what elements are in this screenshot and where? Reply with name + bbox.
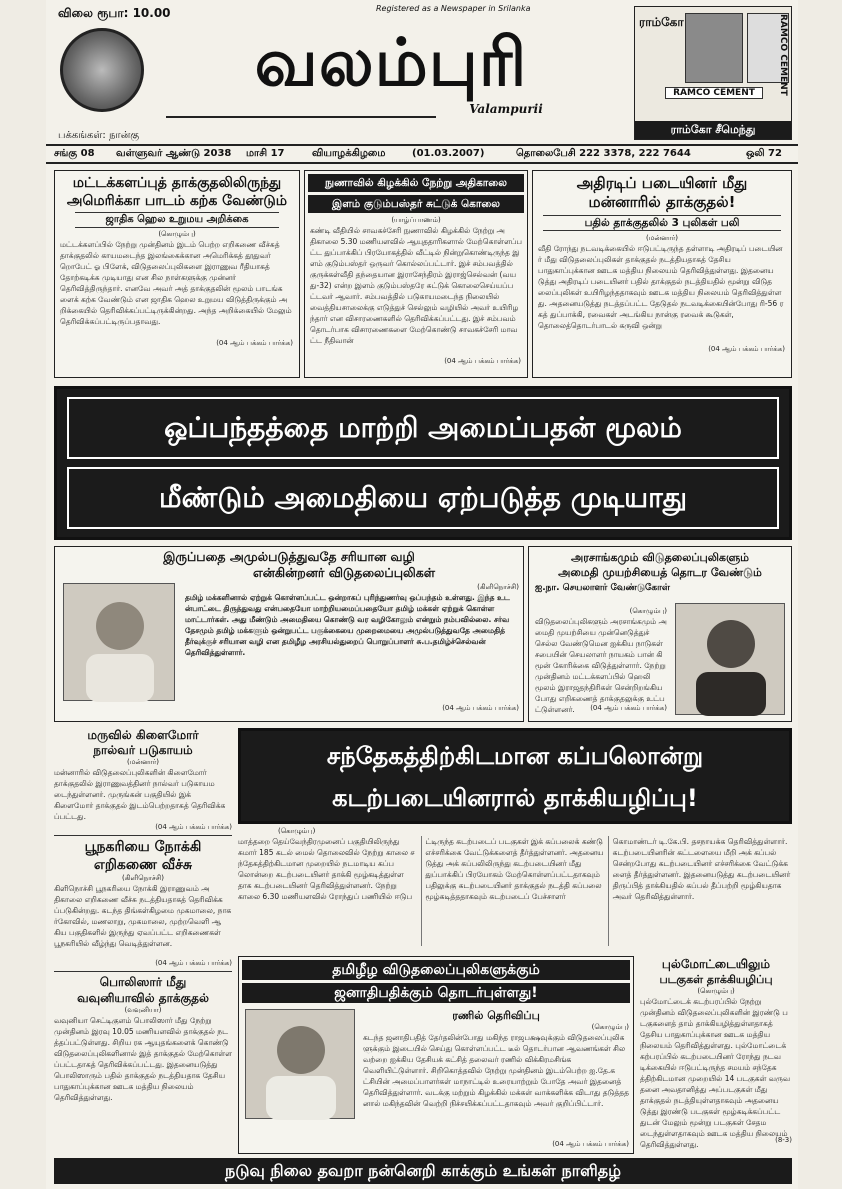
dateline-era: வள்ளுவர் ஆண்டு 2038 — [116, 148, 232, 159]
story-nunavil[interactable] — [304, 170, 528, 378]
story3-body: வீதி ரோந்து நடவடிக்கையில் ஈடுபட்டிருந்த தள்ளாடி அதிரடிப் படையினர் மீது விடுதலைப்புலிகள் தாக்குதல் நடத்தியதாகத் தேசிய பாதுகாப்புக்கான ஊடக மத்திய நிலையம் தெரிவித்துள்ளது. இதனையடுத்து அதிரடிப் படையினர் பதில் தாக்குதல் நடத்தியதில் மூன்று விடுதலைப்புலிகள் உயிரிழந்ததாகவும் ஊடக மத்திய நிலையம் தெரிவித்துள்ளது. அதனையடுத்து நடத்தப்பட்ட தேடுதல் நடவடிக்கையின்போது ரி-56 ரகத் துப்பாக்கி, ரவைகள் அடங்கிய நான்கு ரவைக் கூடுகள், தொலைத்தொடர்பாடல் கருவி ஒன்று — [538, 244, 784, 330]
story2-headline1: நுணாவில் கிழக்கில் நேற்று அதிகாலை — [308, 174, 524, 192]
story10-headline1: தமிழீழ விடுதலைப்புலிகளுக்கும் — [242, 960, 630, 980]
story6-body: மன்னாரில் விடுதலைப்புலிகளின் கிளைமோர் தாக்குதலில் இராணுவத்தினர் நால்வர் படுகாயமடைந்துள்ளனர். முருங்கன் பகுதியில் இக் கிளைமோர் தாக்குதல் இடம்பெற்றதாகத் தெரிவிக்கப்பட்டது. — [54, 768, 226, 821]
story2-dateline: (யாழ்ப்பாணம்) — [391, 216, 441, 224]
masthead-title: வலம்புரி — [254, 23, 528, 101]
dateline-phone: தொலைபேசி 222 3378, 222 7644 — [516, 148, 691, 159]
story-mannar-attack[interactable] — [532, 170, 792, 378]
story-poonakary[interactable] — [54, 835, 232, 968]
registered-note: Registered as a Newspaper in Srilanka — [376, 4, 531, 13]
story5-headline1: அரசாங்கமும் விடுதலைப்புலிகளும் — [570, 551, 749, 564]
story5-headline2: அமைதி முயற்சியைத் தொடர வேண்டும் — [558, 566, 762, 579]
story2-headline2: இளம் குடும்பஸ்தர் சுட்டுக் கொலை — [308, 195, 524, 213]
ad-brand-english: RAMCO CEMENT — [665, 87, 763, 99]
story10-dateline: (கொழும்பு) — [591, 1023, 629, 1031]
story4-headline2: என்கின்றனர் விடுதலைப்புலிகள் — [252, 565, 436, 580]
dateline-month: மாசி 17 — [246, 148, 285, 159]
dateline-day: வியாழக்கிழமை — [312, 148, 386, 159]
story1-subhead: ஜாதிக ஹெல உறுமய அறிக்கை — [75, 212, 279, 228]
story6-dateline: (மன்னார்) — [127, 758, 159, 766]
price-label: விலை ரூபா: 10.00 — [58, 6, 171, 20]
story6-continued: (04 ஆம் பக்கம் பார்க்க) — [155, 823, 232, 831]
ranil-photo — [245, 1009, 355, 1119]
story5-text — [535, 607, 667, 713]
ramco-cement-ad[interactable] — [634, 6, 792, 140]
story5-dateline: (கொழும்பு) — [629, 607, 667, 615]
story5-body: விடுதலைப்புலிகளும் அரசாங்கமும் அமைதி முயற்சியை முன்னெடுத்துச் செல்ல வேண்டுமென ஐக்கிய நாடுகள் சபையின் செயலாளர் நாயகம் பான் கி மூன் கோரிக்கை விடுத்துள்ளார். நேற்று முன்தினம் மட்டக்களப்பில் ஹெலி மூலம் இராஜதந்திரிகள் சென்றிறங்கிய போது எறிகணைத் தாக்குதலுக்கு உட்பட்டுள்ளனர். — [535, 617, 667, 714]
masthead-rule — [166, 116, 436, 118]
story1-headline2: அமெரிக்கா பாடம் கற்க வேண்டும் — [66, 193, 288, 209]
story4-continued: (04 ஆம் பக்கம் பார்க்க) — [442, 704, 519, 712]
pages-count: பக்கங்கள்: நான்கு — [58, 130, 140, 141]
conch-logo-icon — [60, 28, 144, 112]
story-vavuniya[interactable] — [54, 971, 232, 1115]
story3-headline1: அதிரடிப் படையினர் மீது — [576, 174, 748, 192]
story6-headline1: மருவில் கிளைமோர் — [87, 728, 199, 742]
story11-continued: (8-3) — [775, 1136, 792, 1144]
story7-headline1: பூநகரியை நோக்கி — [84, 839, 202, 855]
story7-continued: (04 ஆம் பக்கம் பார்க்க) — [155, 959, 232, 967]
story2-body: கண்டி வீதியில் சாவகச்சேரி நுணாவில் கிழக்கில் நேற்று அதிகாலை 5.30 மணியளவில் ஆயுததாரிகளால் மேற்கொள்ளப்பட்ட துப்பாக்கிப் பிரயோகத்தில் வீட்டில் நின்றுகொண்டிருந்த இளம் குடும்பஸ்தர் ஒருவர் கொல்லப்பட்டார். இச் சம்பவத்தில் குருக்கள்வீதி தந்தையான இராசேந்திரம் இராஜ்செல்வன் (வயது-32) என்ற இளம் குடும்பஸ்தரே சுட்டுக் கொலைசெய்யப்பட்டவர் ஆவார். சம்பவத்தில் படுகாயமடைந்த நிலையில் வைத்தியசாலைக்கு எடுத்துச் செல்லும் வழியில் அவர் உயிரிழந்தார் என விசாரணைகளில் தெரிவிக்கப்பட்டது. இச் சம்பவம் தொடர்பாக விசாரணைகளை மேற்கொண்டு சாவகச்சேரி மாவட்ட நீதிவான் — [310, 226, 522, 345]
ad-brand-footer: ராம்கோ சீமெந்து — [635, 121, 791, 139]
story7-headline2: எறிகணை வீச்சு — [93, 857, 193, 873]
dateline-issue: ஒலி 72 — [746, 148, 782, 159]
story4-body: தமிழ் மக்களினால் ஏற்றுக் கொள்ளப்பட்ட ஒன்றாகப் புரிந்துணர்வு ஒப்பந்தம் உள்ளது. இந்த உடன்பாட்டை திருத்துவது என்பதையோ மாற்றியமைப்பதையோ தமிழ் மக்கள் ஏற்றுக் கொள்ள மாட்டார்கள். அது மீண்டும் அமைதியை கொண்டு வர வழிகோலும் என்றும் நம்பவில்லை. சர்வதேசமும் தமிழ் மக்களும் ஒன்றுபட்ட பகுக்கையை முறைமையை அமுல்படுத்துவதே அமைதித் தீர்வுக்குச் சரியான வழி என தமிழீழ அரசியல்துறைப் பொறுப்பாளர் சு.ப.தமிழ்ச்செல்வன் தெரிவித்துள்ளார். — [185, 593, 510, 657]
left-column — [54, 728, 232, 1154]
story-ranil[interactable] — [238, 956, 634, 1154]
dateline-bar — [46, 144, 798, 164]
lead-banner[interactable] — [54, 386, 792, 540]
story7-dateline: (கிளிநொச்சி) — [122, 874, 164, 882]
story8-headline1: பொலிஸார் மீது — [99, 975, 187, 989]
story8-dateline: (வவுனியா) — [124, 1006, 162, 1014]
dateline-date: (01.03.2007) — [412, 148, 485, 159]
story3-subhead: பதில் தாக்குதலில் 3 புலிகள் பலி — [543, 215, 781, 231]
story1-dateline: (கொழும்பு) — [158, 230, 196, 238]
story11-body: புல்மோட்டைக் கடற்பரப்பில் நேற்று முன்தினம் விடுதலைப்புலிகளின் இரண்டு படகுகளைத் தாம் தாக்கியழித்துள்ளதாகத் தேசிய பாதுகாப்புக்கான ஊடக மத்திய நிலையம் தெரிவித்துள்ளது. புல்மோட்டைக் கற்பரப்பில் கடற்படையினர் ரோந்து நடவடிக்கையில் ஈடுபட்டிருந்த சமயம் சந்தேகத்திற்கிடமான முறையில் 14 படகுகள் வருவதனை அவதானித்து அப்படகுகள் மீது தாக்குதல் நடத்தியுள்ளதாகவும் அதனையடுத்து இரண்டு படகுகள் மூழ்கடிக்கப்பட்டதுடன் மேலும் மூன்று படகுகள் சேதமடைந்துள்ளதாகவும் ஊடக மத்திய நிலையம் தெரிவித்துள்ளது. — [640, 997, 791, 1149]
story7-body: கிளிநொச்சி பூநகரியை நோக்கி இராணுவம் அதிகாலை எறிகணை வீச்சு நடத்தியதாகத் தெரிவிக்கப்படுகின்றது. கடந்த திங்கள்கிழமை முகமாலை, நாகர்கோவில், மணலாறு, முகமாலை, முற்றவெளி ஆகிய பகுதிகளில் இருந்து ஏவப்பட்ட எறிகணைகள் பூநகரியில் வீழ்ந்து வெடித்துள்ளன. — [54, 884, 232, 948]
story3-dateline: (மன்னார்) — [646, 234, 678, 242]
story9-body: மாத்தறை தெய்வேந்திரமுனைப் பகுதியிலிருந்து சுமார் 185 கடல் மைல் தொலைவில் நேற்று காலை சந்தேகத்திற்கிடமான முறையில் நடமாடிய கப்பலொன்றை கடற்படையினர் தாக்கி மூழ்கடித்துள்ளதாக கடற்படையினர் தெரிவித்துள்ளனர். நேற்று காலை 6.30 மணியளவில் ரோந்துப் பணியில் ஈடுபட்டிருந்த கடற்படைப் படகுகள் இக் கப்பலைக் கண்டு எச்சரிக்கை வேட்டுக்களைத் தீர்த்துள்ளனர். அதனையடுத்து அக் கப்பலிலிருந்து கடற்படையினர் மீது துப்பாக்கிப் பிரயோகம் மேற்கொள்ளப்பட்டதாகவும் பதிலுக்கு கடற்படையினர் தாக்குதல் நடத்தி கப்பலை மூழ்கடித்ததாகவும் கடற்படைப் பேச்சாளர் கொமாண்டர் டி.கே.பி. தசநாயக்க தெரிவித்துள்ளார். கடற்படையினரின் கட்டளையை மீறி அக் கப்பல் சென்றபோது கடற்படையினர் எச்சரிக்கை வேட்டுக்களைத் தீர்த்துள்ளனர். இதனையடுத்து கடற்படையினர் திருப்பித் தாக்கியதில் கப்பல் தீப்பற்றி மூழ்கியதாக அவர் தெரிவித்துள்ளார். — [238, 837, 791, 901]
temple-tower-icon — [685, 13, 743, 83]
un-secretary-photo — [675, 603, 785, 715]
ad-brand-vertical: RAMCO CEMENT — [747, 13, 789, 83]
story9-headline1: சந்தேகத்திற்கிடமான கப்பலொன்று — [326, 742, 704, 770]
story-maruvil[interactable] — [54, 728, 232, 832]
leader-photo — [63, 583, 175, 701]
story1-body: மட்டக்களப்பில் நேற்று முன்தினம் இடம் பெற்ற எறிகணை வீச்சுத் தாக்குதலில் காயமடைந்த இலங்கைக்கான அமெரிக்கத் தூதுவர் றொபேட் ஓ பிளேக், விடுதலைப்புலிகளை இராணுவ ரீதியாகத் தோற்கடிக்க முடியாது என சில நாள்களுக்கு முன்னர் தெரிவித்திருந்தார். எனவே அவர் அத் தாக்குதலின் மூலம் பாடங்களைக் கற்க வேண்டும் என ஜாதிக ஹெல உறுமய விடுத்திருக்கும் அறிக்கையில் தெரிவிக்கப்பட்டிருக்கின்றது. அந்த அறிக்கையில் மேலும் தெரிவிக்கப்பட்டிருப்பதாவது. — [60, 240, 292, 326]
story5-subhead: ஐ.நா. செயலாளர் வேண்டுகோள் — [535, 583, 670, 593]
story1-headline1: மட்டக்களப்புத் தாக்குதலிலிருந்து — [72, 175, 282, 191]
story-ship-attack[interactable] — [238, 728, 792, 950]
story9-headline-box — [238, 728, 792, 824]
story3-continued: (04 ஆம் பக்கம் பார்க்க) — [708, 345, 785, 353]
story11-headline2: படகுகள் தாக்கியழிப்பு — [659, 973, 773, 986]
story2-continued: (04 ஆம் பக்கம் பார்க்க) — [444, 357, 521, 365]
banner-line1: ஒப்பந்தத்தை மாற்றி அமைப்பதன் மூலம் — [67, 397, 779, 459]
story-un-appeal[interactable] — [528, 546, 792, 722]
story4-headline1: இருப்பதை அமுல்படுத்துவதே சரியான வழி — [163, 549, 415, 564]
story4-dateline: (கிளிநொச்சி) — [477, 583, 519, 591]
story-batticaloa[interactable] — [54, 170, 300, 378]
story1-continued: (04 ஆம் பக்கம் பார்க்க) — [216, 339, 293, 347]
newspaper-page — [46, 0, 798, 1189]
story-pulmoddai[interactable] — [640, 956, 792, 1154]
story11-headline1: புல்மோட்டையிலும் — [661, 957, 771, 971]
story9-dateline: (கொழும்பு) — [278, 827, 316, 835]
story4-text — [185, 583, 519, 713]
story10-continued: (04 ஆம் பக்கம் பார்க்க) — [552, 1140, 629, 1148]
story5-continued: (04 ஆம் பக்கம் பார்க்க) — [590, 704, 667, 712]
ad-brand-tamil: ராம்கோ — [639, 15, 684, 29]
story6-headline2: நால்வர் படுகாயம் — [93, 743, 193, 757]
masthead-subtitle: Valampurii — [469, 102, 543, 116]
story8-body: வவுனியா செட்டிகுளம் பொலிஸார் மீது நேற்று முன்தினம் இரவு 10.05 மணியளவில் தாக்குதல் நடத்தப்பட்டுள்ளது. சிறிய ரக ஆயுதங்களைக் கொண்டு விடுதலைப்புலிகளினால் இத் தாக்குதல் மேற்கொள்ளப்பட்டதாகத் தெரிவிக்கப்பட்டது. இதனையடுத்து பொலிஸாரும் பதில் தாக்குதல் நடத்தியதாக தேசிய பாதுகாப்புக்கான ஊடக மத்திய நிலையம் தெரிவித்துள்ளது. — [54, 1016, 232, 1102]
story10-subhead: ரணில் தெரிவிப்பு — [452, 1009, 540, 1022]
story10-text — [363, 1009, 629, 1142]
story10-headline2: ஜனாதிபதிக்கும் தொடர்புள்ளது! — [242, 983, 630, 1003]
footer-slogan: நடுவு நிலை தவறா நன்னெறி காக்கும் உங்கள் நாளிதழ் — [54, 1158, 792, 1184]
story3-headline2: மன்னாரில் தாக்குதல்! — [588, 193, 736, 211]
story8-headline2: வவுனியாவில் தாக்குதல் — [77, 991, 209, 1005]
dateline-sangam: சங்கு 08 — [54, 148, 95, 159]
story-ltte-statement[interactable] — [54, 546, 524, 722]
banner-line2: மீண்டும் அமைதியை ஏற்படுத்த முடியாது — [67, 467, 779, 529]
story11-dateline: (கொழும்பு) — [697, 987, 735, 995]
story10-body: கடந்த ஜனாதிபதித் தேர்தலின்போது மகிந்த ராஜபக்ஷவுக்கும் விடுதலைப்புலிகளுக்கும் இடையில் செய்து கொள்ளப்பட்ட டீல் தொடர்பான ஆவணங்கள் சிலவற்றை ஐக்கிய தேசியக் கட்சித் தலைவர் ரணில் விக்கிரமசிங்க வெளியிட்டுள்ளார். சிறிகொத்தவில் நேற்று முன்தினம் இடம்பெற்ற ஐ.தே.கட்சியின் அமைப்பாளர்கள் மாநாட்டில் உரையாற்றும் போதே அவர் இதனைத் தெரிவித்துள்ளார். வடக்கு மற்றும் கிழக்கில் மக்கள் வாக்களிக்க விடாது தடுத்ததனால் மகிந்தவின் வெற்றி நிச்சயிக்கப்பட்டதாகவும் அவர் குறிப்பிட்டார். — [363, 1033, 629, 1108]
story9-headline2: கடற்படையினரால் தாக்கியழிப்பு! — [332, 784, 698, 812]
